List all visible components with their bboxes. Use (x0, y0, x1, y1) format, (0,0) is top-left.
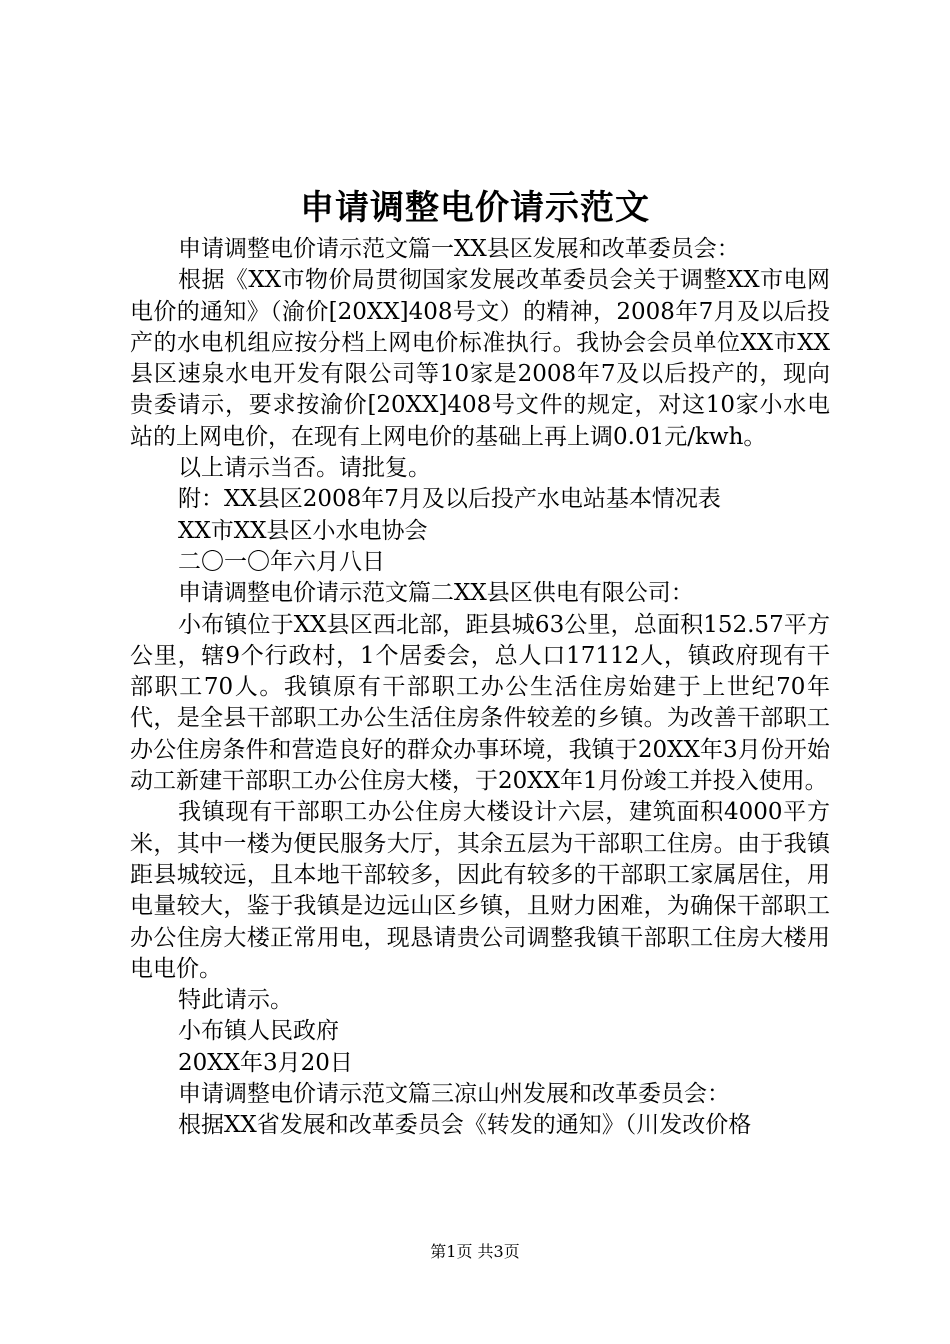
page-footer: 第1页 共3页 (430, 1242, 520, 1261)
paragraph-5: XX市XX县区小水电协会 (178, 517, 428, 544)
paragraph-7: 申请调整电价请示范文篇二XX县区供电有限公司： (178, 580, 694, 607)
paragraph-8: 小布镇位于XX县区西北部，距县城63公里，总面积152.57平方公里，辖9个行政村，1个居委会，总人口17112人，镇政府现有干部职工70人。我镇原有干部职工办公生活住房始建于上世纪70年代，是全县干部职工办公生活住房条件较差的乡镇。为改善干部职工办公住房条件和营造良好的群众办事环境，我镇于20XX年3月份开始动工新建干部职工办公住房大楼，于20XX年1月份竣工并投入使用。 (130, 611, 830, 795)
document-title: 申请调整电价请示范文 (300, 188, 650, 228)
paragraph-13: 申请调整电价请示范文篇三凉山州发展和改革委员会： (178, 1081, 730, 1108)
paragraph-11: 小布镇人民政府 (178, 1018, 339, 1045)
paragraph-3: 以上请示当否。请批复。 (178, 455, 431, 482)
paragraph-1: 申请调整电价请示范文篇一XX县区发展和改革委员会： (178, 236, 740, 262)
paragraph-4: 附：XX县区2008年7月及以后投产水电站基本情况表 (178, 486, 721, 513)
paragraph-10: 特此请示。 (178, 987, 293, 1014)
paragraph-14: 根据XX省发展和改革委员会《转发的通知》（川发改价格 (178, 1112, 752, 1139)
paragraph-9: 我镇现有干部职工办公住房大楼设计六层，建筑面积4000平方米，其中一楼为便民服务大厅，其余五层为干部职工住房。由于我镇距县城较远，且本地干部较多，因此有较多的干部职工家属居住，用电量较大，鉴于我镇是边远山区乡镇，且财力困难，为确保干部职工办公住房大楼正常用电，现恳请贵公司调整我镇干部职工住房大楼用电电价。 (130, 799, 830, 982)
paragraph-12: 20XX年3月20日 (178, 1049, 353, 1076)
paragraph-6: 二〇一〇年六月八日 (178, 548, 385, 575)
paragraph-2: 根据《XX市物价局贯彻国家发展改革委员会关于调整XX市电网电价的通知》（渝价[20XX]408号文）的精神，2008年7月及以后投产的水电机组应按分档上网电价标准执行。我协会会员单位XX市XX县区速泉水电开发有限公司等10家是2008年7及以后投产的，现向贵委请示，要求按渝价[20XX]408号文件的规定，对这10家小水电站的上网电价，在现有上网电价的基础上再上调0.01元/kwh。 (130, 267, 830, 450)
document-body (130, 234, 830, 1142)
